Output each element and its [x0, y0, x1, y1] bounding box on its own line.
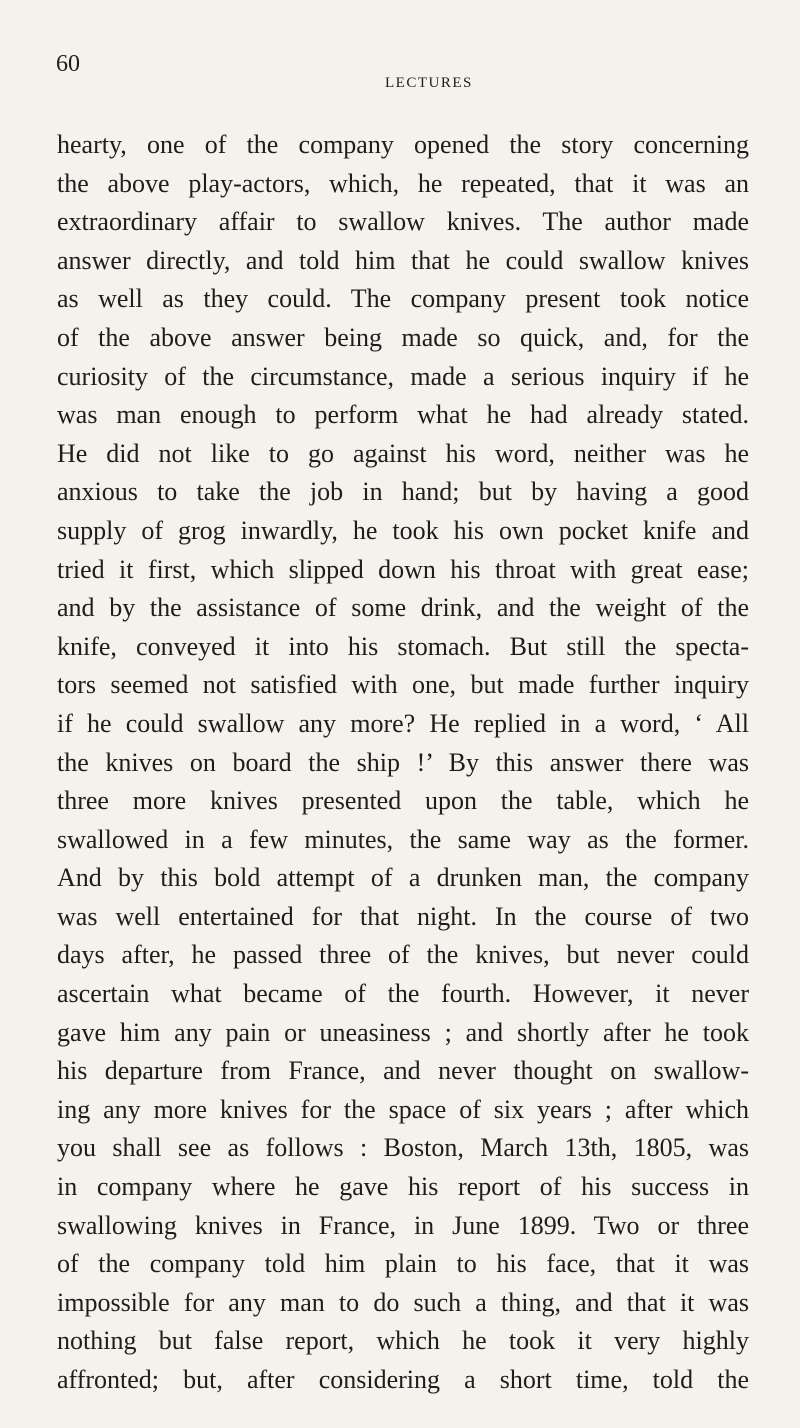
text-line: affronted; but, after considering a short time, told the	[57, 1365, 749, 1394]
text-line: hearty, one of the company opened the story concerning	[57, 130, 749, 159]
text-line: his departure from France, and never thought on swallow-	[57, 1056, 749, 1086]
text-line: the above play-actors, which, he repeated, that it was an	[57, 168, 749, 198]
text-line: of the above answer being made so quick, and, for the	[57, 322, 749, 352]
text-line: anxious to take the job in hand; but by having a good	[57, 477, 749, 507]
text-line: And by this bold attempt of a drunken man, the company	[57, 863, 749, 893]
text-line: days after, he passed three of the knives, but never could	[57, 940, 749, 970]
text-line: you shall see as follows : Boston, March 13th, 1805, was	[57, 1133, 749, 1163]
text-line: knife, conveyed it into his stomach. But still the specta-	[57, 631, 749, 661]
page-number: 60	[56, 51, 80, 77]
text-line: gave him any pain or uneasiness ; and shortly after he took	[57, 1017, 749, 1047]
text-line: curiosity of the circumstance, made a serious inquiry if he	[57, 361, 749, 391]
text-line: of the company told him plain to his face, that it was	[57, 1249, 749, 1279]
text-line: as well as they could. The company present took notice	[57, 284, 749, 314]
text-line: supply of grog inwardly, he took his own pocket knife and	[57, 515, 749, 545]
text-line: nothing but false report, which he took it very highly	[57, 1326, 749, 1356]
text-line: was well entertained for that night. In the course of two	[57, 901, 749, 931]
text-line: in company where he gave his report of his success in	[57, 1172, 749, 1202]
running-head: LECTURES	[385, 75, 473, 91]
text-line: swallowed in a few minutes, the same way as the former.	[57, 824, 749, 854]
text-line: was man enough to perform what he had already stated.	[57, 400, 749, 430]
text-line: tors seemed not satisfied with one, but made further inquiry	[57, 670, 749, 700]
text-line: extraordinary affair to swallow knives. The author made	[57, 207, 749, 237]
text-line: swallowing knives in France, in June 1899. Two or three	[57, 1210, 749, 1240]
text-line: if he could swallow any more? He replied in a word, ‘ All	[57, 708, 749, 738]
body-paragraph	[57, 126, 749, 1400]
text-line: impossible for any man to do such a thing, and that it was	[57, 1287, 749, 1317]
text-line: the knives on board the ship !’ By this answer there was	[57, 747, 749, 777]
text-line: three more knives presented upon the table, which he	[57, 786, 749, 816]
text-line: and by the assistance of some drink, and the weight of the	[57, 593, 749, 623]
text-line: He did not like to go against his word, neither was he	[57, 438, 749, 468]
text-line: answer directly, and told him that he could swallow knives	[57, 245, 749, 275]
text-line: tried it first, which slipped down his throat with great ease;	[57, 554, 749, 584]
text-line: ascertain what became of the fourth. However, it never	[57, 979, 749, 1009]
text-line: ing any more knives for the space of six years ; after which	[57, 1094, 749, 1124]
